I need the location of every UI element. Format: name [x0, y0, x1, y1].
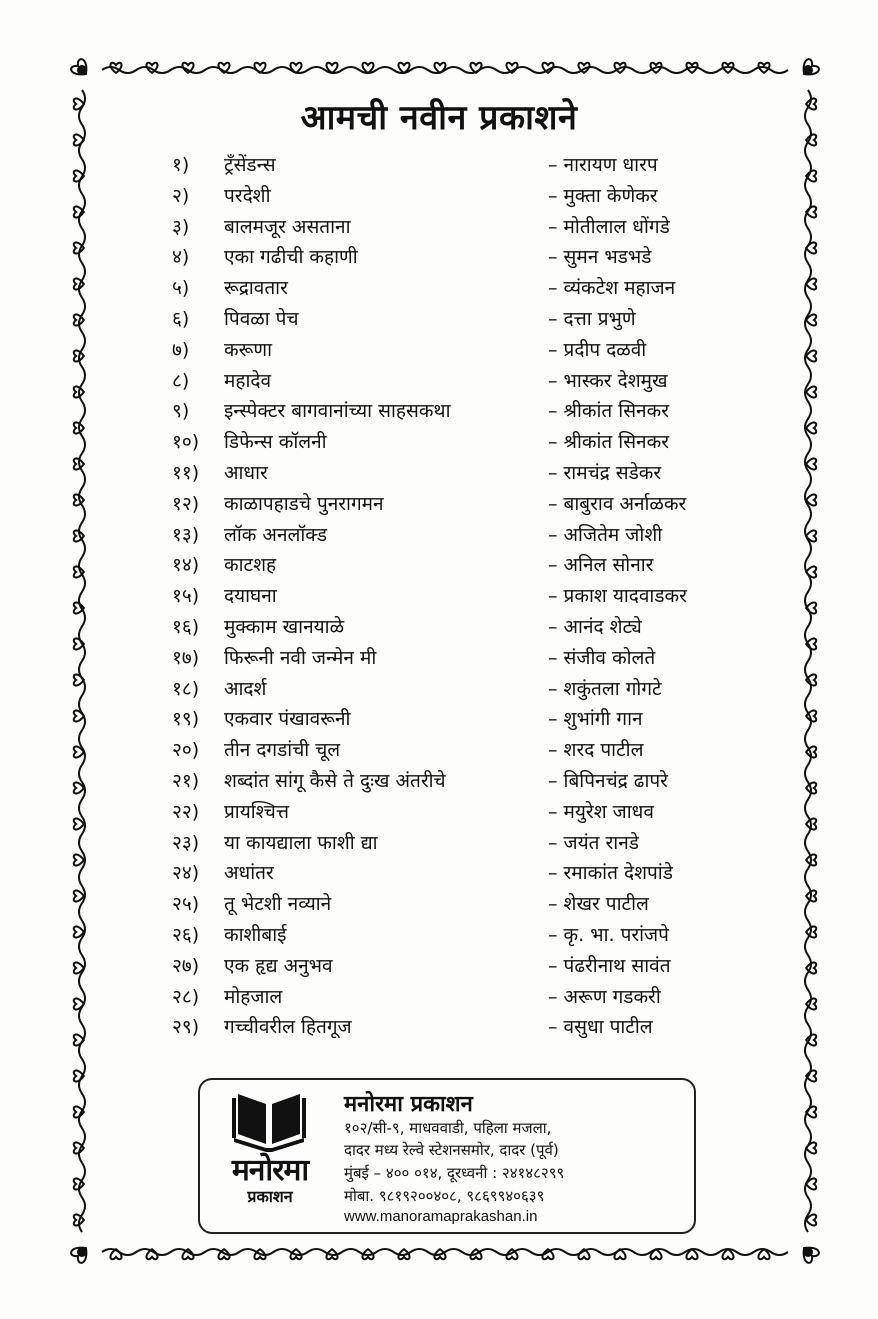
- book-row: [0, 951, 878, 981]
- book-row: [0, 858, 878, 888]
- corner-dot: [803, 1247, 813, 1257]
- book-number: ४): [172, 246, 190, 269]
- book-row: [0, 643, 878, 673]
- book-author: – मयुरेश जाधव: [548, 800, 654, 823]
- book-author: – प्रकाश यादवाडकर: [548, 585, 687, 608]
- book-author: – बाबुराव अर्नाळकर: [548, 492, 687, 515]
- book-title: पिवळा पेच: [224, 308, 299, 330]
- book-row: [0, 674, 878, 704]
- book-row: [0, 828, 878, 858]
- book-number: ७): [172, 338, 190, 361]
- book-row: [0, 520, 878, 550]
- book-title: मोहजाल: [224, 985, 283, 1008]
- book-number: २३): [172, 831, 200, 854]
- book-title: प्रायश्चित्त: [224, 800, 289, 823]
- logo-wordmark: मनोरमा: [231, 1153, 309, 1188]
- publisher-name: मनोरमा प्रकाशन: [344, 1092, 473, 1117]
- book-row: [0, 550, 878, 580]
- book-row: [0, 982, 878, 1012]
- book-row: [0, 704, 878, 734]
- book-author: – अनिल सोनार: [548, 554, 654, 577]
- book-author: – श्रीकांत सिनकर: [548, 400, 669, 423]
- book-number: ९): [172, 400, 190, 423]
- book-number: १७): [172, 646, 200, 669]
- book-author: – श्रीकांत सिनकर: [548, 431, 669, 454]
- book-row: [0, 581, 878, 611]
- book-author: – नारायण धारप: [548, 154, 658, 176]
- book-author: – वसुधा पाटील: [548, 1016, 653, 1039]
- book-title: इन्स्पेक्टर बागवानांच्या साहसकथा: [224, 400, 451, 423]
- book-number: २६): [172, 924, 200, 946]
- book-number: २२): [172, 800, 200, 823]
- book-title: मुक्काम खानयाळे: [224, 616, 345, 638]
- book-title: करूणा: [224, 338, 273, 361]
- book-author: – सुमन भडभडे: [548, 246, 652, 269]
- book-number: १): [172, 154, 190, 176]
- book-author: – भास्कर देशमुख: [548, 369, 668, 392]
- book-number: २४): [172, 862, 200, 885]
- book-row: [0, 612, 878, 642]
- book-title: काळापहाडचे पुनरागमन: [224, 492, 384, 515]
- corner-dot: [77, 65, 87, 75]
- book-title: रूद्रावतार: [224, 277, 288, 300]
- book-row: [0, 920, 878, 950]
- book-author: – मोतीलाल धोंगडे: [548, 215, 670, 238]
- book-author: – शरद पाटील: [548, 739, 644, 762]
- publisher-phone: मुंबई – ४०० ०१४, दूरध्वनी : २४१४८२९९: [344, 1164, 565, 1182]
- heart-ornament: [806, 1142, 816, 1153]
- book-title: ट्रँसेंडन्स: [224, 154, 276, 176]
- book-row: [0, 150, 878, 180]
- book-row: [0, 181, 878, 211]
- book-title: तीन दगडांची चूल: [224, 739, 341, 762]
- book-title: आधार: [224, 462, 268, 484]
- book-title: लॉक अनलॉक्ड: [224, 523, 328, 546]
- book-title: अधांतर: [224, 862, 274, 885]
- book-number: २१): [172, 770, 200, 792]
- book-title: बालमजूर असताना: [224, 215, 351, 238]
- book-number: ३): [172, 215, 190, 238]
- book-number: ५): [172, 277, 190, 300]
- book-title: दयाघना: [224, 585, 277, 608]
- book-number: ८): [172, 369, 190, 392]
- book-number: १९): [172, 708, 200, 731]
- book-number: १८): [172, 677, 200, 700]
- book-row: [0, 889, 878, 919]
- logo-subtitle: प्रकाशन: [247, 1187, 293, 1206]
- page-title: आमची नवीन प्रकाशने: [300, 98, 578, 138]
- book-author: – रामचंद्र सडेकर: [548, 462, 662, 484]
- book-author: – दत्ता प्रभुणे: [548, 308, 636, 330]
- book-title: काटशह: [224, 554, 277, 577]
- book-row: [0, 304, 878, 334]
- book-number: २): [172, 184, 190, 207]
- book-author: – आनंद शेट्ये: [548, 616, 642, 638]
- book-author: – पंढरीनाथ सावंत: [548, 954, 671, 977]
- book-number: १४): [172, 554, 200, 577]
- book-row: [0, 396, 878, 426]
- book-title: काशीबाई: [224, 924, 287, 946]
- book-author: – बिपिनचंद्र ढापरे: [548, 770, 668, 792]
- book-number: ६): [172, 308, 190, 330]
- book-title: फिरूनी नवी जन्मेन मी: [224, 646, 377, 669]
- book-number: ११): [172, 462, 200, 484]
- book-title: महादेव: [224, 369, 272, 392]
- book-number: २०): [172, 739, 200, 762]
- book-number: २५): [172, 893, 200, 916]
- book-number: १२): [172, 492, 200, 515]
- book-author: – शकुंतला गोगटे: [548, 677, 662, 700]
- book-author: – प्रदीप दळवी: [548, 338, 647, 361]
- book-row: [0, 212, 878, 242]
- book-row: [0, 489, 878, 519]
- book-title: डिफेन्स कॉलनी: [224, 431, 327, 454]
- book-number: २९): [172, 1016, 200, 1039]
- book-number: २८): [172, 985, 200, 1008]
- book-row: [0, 458, 878, 488]
- book-author: – शेखर पाटील: [548, 893, 649, 916]
- book-title: एक हृद्य अनुभव: [224, 954, 333, 977]
- book-row: [0, 1012, 878, 1042]
- book-title: एकवार पंखावरूनी: [224, 708, 351, 731]
- book-title: परदेशी: [224, 184, 271, 207]
- book-row: [0, 335, 878, 365]
- book-number: १६): [172, 616, 200, 638]
- book-title: या कायद्याला फाशी द्या: [224, 831, 378, 854]
- book-title: गच्चीवरील हितगूज: [224, 1016, 352, 1039]
- book-number: १०): [172, 431, 200, 454]
- book-author: – संजीव कोलते: [548, 646, 656, 669]
- book-row: [0, 242, 878, 272]
- book-title: आदर्श: [224, 677, 267, 700]
- book-author: – कृ. भा. परांजपे: [548, 924, 669, 946]
- book-title: तू भेटशी नव्याने: [224, 893, 332, 916]
- book-title: शब्दांत सांगू कैसे ते दुःख अंतरीचे: [224, 770, 446, 792]
- book-author: – जयंत रानडे: [548, 831, 639, 854]
- book-author: – रमाकांत देशपांडे: [548, 862, 673, 885]
- book-author: – व्यंकटेश महाजन: [548, 277, 676, 300]
- book-number: १५): [172, 585, 200, 608]
- book-row: [0, 766, 878, 796]
- corner-dot: [803, 65, 813, 75]
- publisher-mobile: मोबा. ९८१९२००४०८, ९८६९९४०६३९: [344, 1187, 545, 1205]
- book-author: – अरूण गडकरी: [548, 985, 661, 1008]
- book-row: [0, 735, 878, 765]
- publisher-address-line2: दादर मध्य रेल्वे स्टेशनसमोर, दादर (पूर्व): [344, 1141, 559, 1159]
- publisher-website[interactable]: www.manoramaprakashan.in: [344, 1208, 538, 1225]
- book-title: एका गढीची कहाणी: [224, 246, 358, 269]
- book-author: – मुक्ता केणेकर: [548, 184, 658, 207]
- book-number: २७): [172, 954, 200, 977]
- book-author: – अजितेम जोशी: [548, 523, 663, 546]
- publisher-address-line1: १०२/सी-९, माधववाडी, पहिला मजला,: [344, 1119, 552, 1137]
- book-row: [0, 366, 878, 396]
- book-row: [0, 273, 878, 303]
- book-number: १३): [172, 523, 200, 546]
- book-row: [0, 427, 878, 457]
- book-author: – शुभांगी गान: [548, 708, 643, 731]
- book-row: [0, 797, 878, 827]
- corner-dot: [77, 1247, 87, 1257]
